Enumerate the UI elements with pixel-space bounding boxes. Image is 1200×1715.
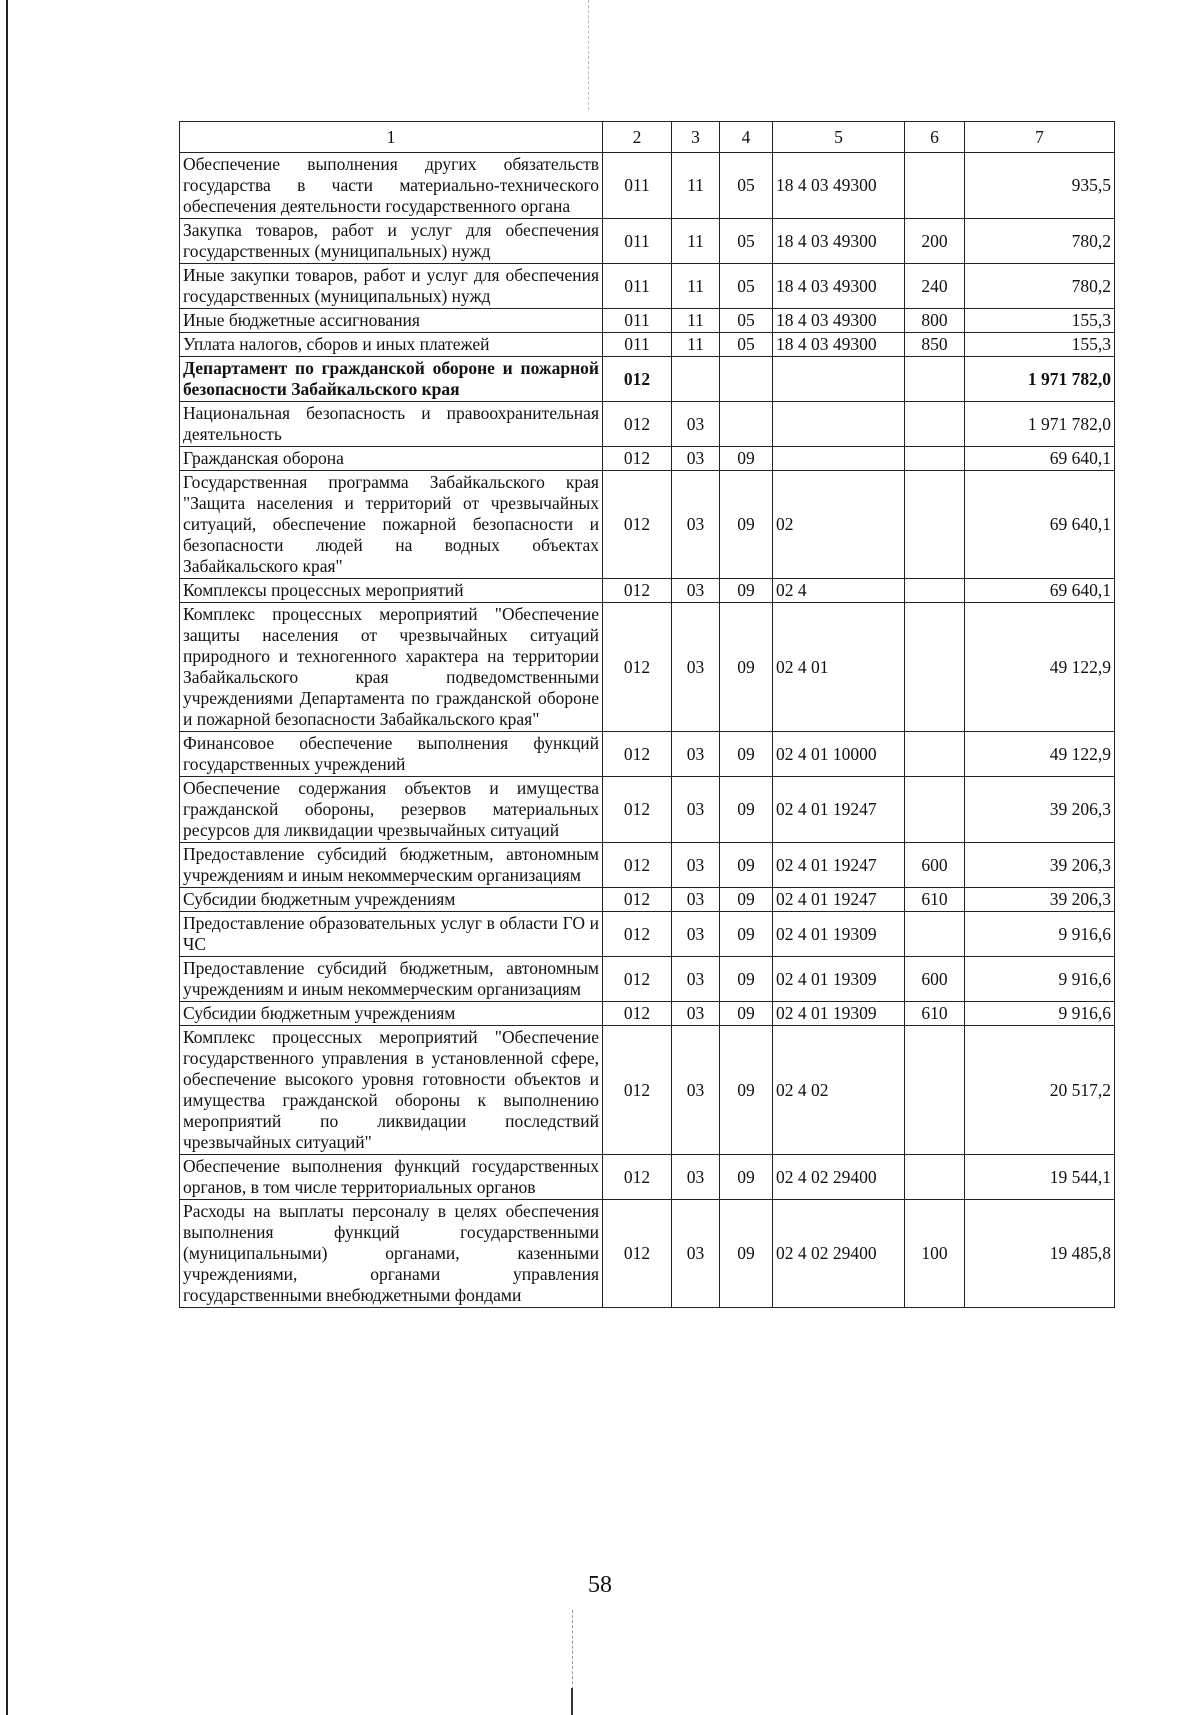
cell-pr: 05: [720, 153, 773, 219]
cell-gr: 011: [603, 264, 672, 309]
cell-gr: 011: [603, 333, 672, 357]
table-row: [180, 447, 1115, 471]
cell-pr: 09: [720, 777, 773, 843]
cell-name: Иные закупки товаров, работ и услуг для обеспечения государственных (муниципальных) нужд: [180, 264, 603, 309]
cell-name: Комплекс процессных мероприятий "Обеспечение государственного управления в установленной сфере, обеспечение высокого уровня готовности объектов и имущества гражданской обороны к выполнению мероприятий по ликвидации последствий чрезвычайных ситуаций": [180, 1026, 603, 1155]
cell-rz: 11: [672, 333, 720, 357]
cell-csr: 18 4 03 49300: [773, 219, 905, 264]
cell-vr: [905, 447, 965, 471]
cell-vr: [905, 402, 965, 447]
cell-name: Иные бюджетные ассигнования: [180, 309, 603, 333]
cell-rz: 03: [672, 777, 720, 843]
cell-sum: 49 122,9: [965, 603, 1115, 732]
cell-csr: 02 4 01 19247: [773, 888, 905, 912]
cell-sum: 39 206,3: [965, 843, 1115, 888]
cell-rz: 03: [672, 1200, 720, 1308]
cell-csr: 02 4 01 19247: [773, 777, 905, 843]
cell-sum: 19 485,8: [965, 1200, 1115, 1308]
cell-name: Комплекс процессных мероприятий "Обеспечение защиты населения от чрезвычайных ситуаций природного и техногенного характера на территории Забайкальского края подведомственными учреждениями Департамента по гражданской обороне и пожарной безопасности Забайкальского края": [180, 603, 603, 732]
table-row: [180, 843, 1115, 888]
cell-rz: 03: [672, 603, 720, 732]
cell-pr: 09: [720, 1026, 773, 1155]
cell-rz: 03: [672, 402, 720, 447]
cell-name: Субсидии бюджетным учреждениям: [180, 1002, 603, 1026]
cell-rz: 03: [672, 1155, 720, 1200]
scan-artifact-bottom: [572, 1610, 574, 1715]
cell-sum: 19 544,1: [965, 1155, 1115, 1200]
scan-artifact-top: [588, 0, 590, 110]
cell-csr: [773, 402, 905, 447]
cell-csr: 18 4 03 49300: [773, 153, 905, 219]
cell-name: Субсидии бюджетным учреждениям: [180, 888, 603, 912]
cell-vr: 610: [905, 1002, 965, 1026]
page-edge-line: [6, 0, 8, 1715]
cell-sum: 780,2: [965, 219, 1115, 264]
table-row: [180, 1026, 1115, 1155]
cell-vr: [905, 1155, 965, 1200]
cell-sum: 1 971 782,0: [965, 357, 1115, 402]
cell-sum: 155,3: [965, 333, 1115, 357]
cell-name: Уплата налогов, сборов и иных платежей: [180, 333, 603, 357]
cell-vr: 100: [905, 1200, 965, 1308]
cell-pr: 05: [720, 309, 773, 333]
cell-gr: 012: [603, 777, 672, 843]
cell-sum: 39 206,3: [965, 888, 1115, 912]
cell-gr: 012: [603, 912, 672, 957]
cell-sum: 9 916,6: [965, 1002, 1115, 1026]
cell-csr: 02 4 01 10000: [773, 732, 905, 777]
cell-vr: [905, 153, 965, 219]
cell-name: Закупка товаров, работ и услуг для обеспечения государственных (муниципальных) нужд: [180, 219, 603, 264]
cell-pr: 09: [720, 732, 773, 777]
cell-vr: 850: [905, 333, 965, 357]
cell-name: Финансовое обеспечение выполнения функций государственных учреждений: [180, 732, 603, 777]
cell-pr: 09: [720, 603, 773, 732]
column-header-6: 6: [905, 122, 965, 153]
cell-rz: 11: [672, 309, 720, 333]
cell-csr: 18 4 03 49300: [773, 309, 905, 333]
cell-pr: 09: [720, 912, 773, 957]
cell-gr: 012: [603, 447, 672, 471]
cell-rz: 03: [672, 471, 720, 579]
cell-name: Обеспечение выполнения функций государственных органов, в том числе территориальных органов: [180, 1155, 603, 1200]
cell-name: Предоставление субсидий бюджетным, автономным учреждениям и иным некоммерческим организациям: [180, 843, 603, 888]
column-header-2: 2: [603, 122, 672, 153]
cell-vr: 600: [905, 843, 965, 888]
cell-sum: 9 916,6: [965, 912, 1115, 957]
cell-csr: 02 4 01 19309: [773, 1002, 905, 1026]
cell-gr: 011: [603, 219, 672, 264]
cell-sum: 20 517,2: [965, 1026, 1115, 1155]
cell-name: Национальная безопасность и правоохранительная деятельность: [180, 402, 603, 447]
cell-sum: 935,5: [965, 153, 1115, 219]
cell-sum: 49 122,9: [965, 732, 1115, 777]
cell-gr: 012: [603, 603, 672, 732]
cell-sum: 39 206,3: [965, 777, 1115, 843]
table-row: [180, 777, 1115, 843]
table-row: [180, 888, 1115, 912]
cell-pr: 09: [720, 1002, 773, 1026]
cell-csr: 02 4 01 19309: [773, 957, 905, 1002]
cell-vr: 240: [905, 264, 965, 309]
cell-name: Предоставление субсидий бюджетным, автономным учреждениям и иным некоммерческим организациям: [180, 957, 603, 1002]
table-header-row: [180, 122, 1115, 153]
cell-vr: [905, 579, 965, 603]
cell-sum: 69 640,1: [965, 471, 1115, 579]
table-row: [180, 1002, 1115, 1026]
cell-vr: [905, 357, 965, 402]
cell-gr: 012: [603, 579, 672, 603]
cell-name: Расходы на выплаты персоналу в целях обеспечения выполнения функций государственными (муниципальными) органами, казенными учреждениями, органами управления государственными внебюджетными фондами: [180, 1200, 603, 1308]
cell-rz: 03: [672, 1026, 720, 1155]
cell-gr: 012: [603, 357, 672, 402]
cell-sum: 1 971 782,0: [965, 402, 1115, 447]
budget-table: [179, 121, 1115, 1308]
table-body: [180, 153, 1115, 1308]
cell-gr: 012: [603, 1002, 672, 1026]
cell-rz: 03: [672, 912, 720, 957]
cell-rz: 03: [672, 732, 720, 777]
cell-vr: [905, 603, 965, 732]
cell-pr: 05: [720, 219, 773, 264]
table-row: [180, 264, 1115, 309]
table-row: [180, 957, 1115, 1002]
cell-gr: 012: [603, 1026, 672, 1155]
column-header-5: 5: [773, 122, 905, 153]
cell-pr: 09: [720, 957, 773, 1002]
table-row: [180, 357, 1115, 402]
table-row: [180, 333, 1115, 357]
cell-csr: 02 4 01 19309: [773, 912, 905, 957]
cell-gr: 012: [603, 843, 672, 888]
cell-csr: 18 4 03 49300: [773, 333, 905, 357]
cell-pr: 09: [720, 1155, 773, 1200]
cell-gr: 012: [603, 1200, 672, 1308]
cell-vr: 800: [905, 309, 965, 333]
column-header-4: 4: [720, 122, 773, 153]
cell-csr: 02 4 02: [773, 1026, 905, 1155]
cell-sum: 69 640,1: [965, 579, 1115, 603]
cell-csr: 02 4 01 19247: [773, 843, 905, 888]
cell-csr: 02 4 02 29400: [773, 1155, 905, 1200]
cell-rz: 03: [672, 957, 720, 1002]
cell-sum: 9 916,6: [965, 957, 1115, 1002]
cell-pr: 09: [720, 579, 773, 603]
cell-name: Государственная программа Забайкальского края "Защита населения и территорий от чрезвычайных ситуаций, обеспечение пожарной безопасности и безопасности людей на водных объектах Забайкальского края": [180, 471, 603, 579]
cell-vr: [905, 732, 965, 777]
cell-rz: 03: [672, 1002, 720, 1026]
cell-pr: [720, 357, 773, 402]
cell-vr: [905, 471, 965, 579]
cell-pr: [720, 402, 773, 447]
cell-rz: [672, 357, 720, 402]
cell-gr: 012: [603, 732, 672, 777]
column-header-7: 7: [965, 122, 1115, 153]
cell-pr: 05: [720, 333, 773, 357]
cell-rz: 03: [672, 843, 720, 888]
cell-rz: 11: [672, 153, 720, 219]
table-row: [180, 219, 1115, 264]
cell-rz: 11: [672, 219, 720, 264]
cell-pr: 09: [720, 843, 773, 888]
cell-vr: 200: [905, 219, 965, 264]
cell-vr: [905, 912, 965, 957]
cell-name: Обеспечение содержания объектов и имущества гражданской обороны, резервов материальных ресурсов для ликвидации чрезвычайных ситуаций: [180, 777, 603, 843]
cell-gr: 011: [603, 309, 672, 333]
page-number: 58: [588, 1572, 612, 1598]
column-header-1: 1: [180, 122, 603, 153]
cell-gr: 012: [603, 471, 672, 579]
table-row: [180, 579, 1115, 603]
cell-rz: 11: [672, 264, 720, 309]
cell-gr: 011: [603, 153, 672, 219]
table-row: [180, 153, 1115, 219]
table-row: [180, 1200, 1115, 1308]
cell-name: Предоставление образовательных услуг в области ГО и ЧС: [180, 912, 603, 957]
cell-rz: 03: [672, 447, 720, 471]
cell-pr: 09: [720, 1200, 773, 1308]
cell-rz: 03: [672, 579, 720, 603]
cell-gr: 012: [603, 402, 672, 447]
cell-name: Департамент по гражданской обороне и пожарной безопасности Забайкальского края: [180, 357, 603, 402]
cell-csr: [773, 357, 905, 402]
cell-gr: 012: [603, 888, 672, 912]
cell-pr: 09: [720, 447, 773, 471]
table-row: [180, 732, 1115, 777]
cell-pr: 09: [720, 888, 773, 912]
cell-pr: 05: [720, 264, 773, 309]
cell-pr: 09: [720, 471, 773, 579]
column-header-3: 3: [672, 122, 720, 153]
table-row: [180, 1155, 1115, 1200]
cell-vr: [905, 1026, 965, 1155]
cell-sum: 155,3: [965, 309, 1115, 333]
cell-csr: 02 4 01: [773, 603, 905, 732]
cell-vr: 610: [905, 888, 965, 912]
table-row: [180, 603, 1115, 732]
table-row: [180, 309, 1115, 333]
cell-csr: 02: [773, 471, 905, 579]
cell-sum: 780,2: [965, 264, 1115, 309]
cell-csr: 18 4 03 49300: [773, 264, 905, 309]
table-row: [180, 471, 1115, 579]
cell-gr: 012: [603, 1155, 672, 1200]
cell-gr: 012: [603, 957, 672, 1002]
cell-rz: 03: [672, 888, 720, 912]
cell-name: Комплексы процессных мероприятий: [180, 579, 603, 603]
cell-csr: 02 4 02 29400: [773, 1200, 905, 1308]
cell-sum: 69 640,1: [965, 447, 1115, 471]
cell-name: Гражданская оборона: [180, 447, 603, 471]
cell-vr: [905, 777, 965, 843]
table-row: [180, 402, 1115, 447]
table-row: [180, 912, 1115, 957]
cell-name: Обеспечение выполнения других обязательств государства в части материально-технического обеспечения деятельности государственного органа: [180, 153, 603, 219]
cell-vr: 600: [905, 957, 965, 1002]
cell-csr: [773, 447, 905, 471]
cell-csr: 02 4: [773, 579, 905, 603]
